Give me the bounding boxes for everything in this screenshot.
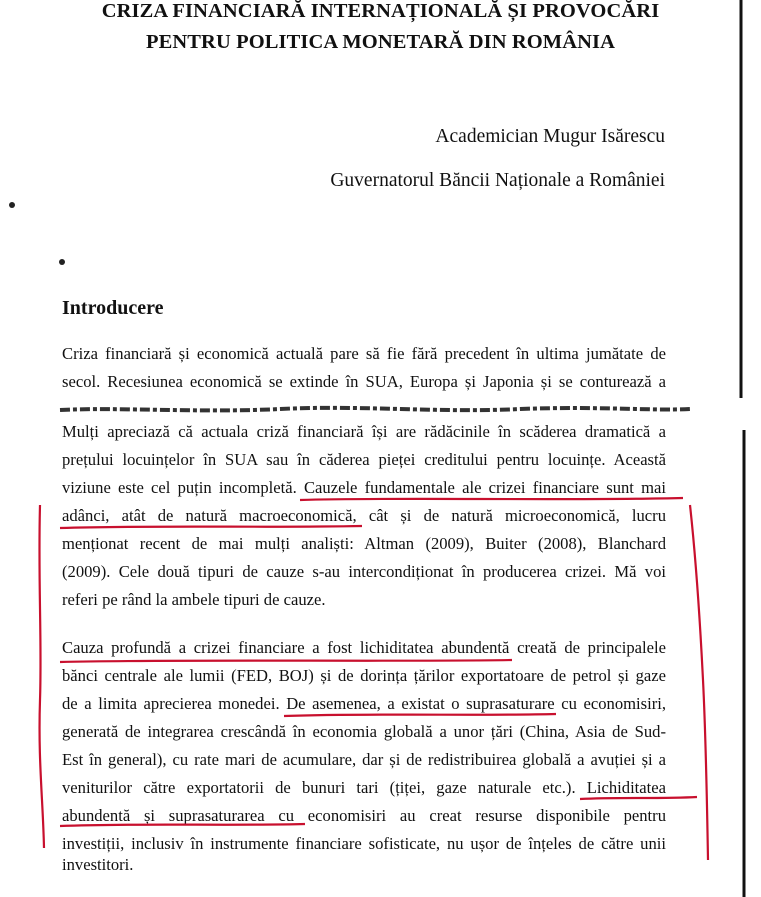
- paragraph-3-line: investiții, inclusiv în instrumente financiare sofisticate, nu ușor de înțeles de către unii: [62, 834, 666, 853]
- red-margin-bracket: [39, 505, 44, 848]
- paragraph-3-line: investitori.: [62, 855, 134, 874]
- paragraph-3-line: bănci centrale ale lumii (FED, BOJ) și de dorința țărilor exportatoare de petrol și gaze: [62, 666, 666, 685]
- author-role: Guvernatorul Băncii Naționale a României: [330, 170, 665, 191]
- text-segment: cât și de natură microeconomică, lucru: [368, 506, 666, 525]
- document-title-line-1: CRIZA FINANCIARĂ INTERNAȚIONALĂ ȘI PROVOCĂRI: [101, 0, 660, 22]
- highlighted-text: Cauza profundă a crizei financiare a fost lichiditatea abundentă: [62, 638, 510, 657]
- paragraph-3-line: [62, 694, 666, 714]
- text-segment: creată de principalele: [509, 638, 666, 657]
- paragraph-2-line: [62, 506, 666, 526]
- paragraph-1-line: secol. Recesiunea economică se extinde în SUA, Europa și Japonia și se conturează a: [62, 372, 666, 391]
- red-underline: [284, 714, 556, 716]
- paragraph-3-line: generată de integrarea crescândă în economia globală a unor țări (China, Asia de Sud-: [62, 722, 666, 741]
- highlighted-text: Cauzele fundamentale ale crizei financiare sunt mai: [303, 478, 666, 497]
- paragraph-2-line: menționat recent de mai mulți analiști: Altman (2009), Buiter (2008), Blanchard: [62, 534, 666, 553]
- paragraph-2-line: Mulți apreciază că actuala criză financiară își are rădăcinile în scăderea dramatică a: [62, 422, 666, 441]
- paragraph-3-line: [62, 778, 666, 798]
- paragraph-2-line: [62, 478, 666, 498]
- paragraph-2-line: prețului locuințelor în SUA sau în căderea pieței creditului pentru locuințe. Această: [62, 450, 666, 469]
- paragraph-2-line: (2009). Cele două tipuri de cauze s-au intercondiționat în producerea crizei. Mă voi: [62, 562, 666, 581]
- scan-speck: [59, 259, 65, 265]
- author-name: Academician Mugur Isărescu: [435, 126, 665, 147]
- text-segment: au creat resurse disponibile pentru: [399, 806, 666, 825]
- paragraph-3-line: [62, 806, 666, 826]
- paragraph-3-line: [62, 638, 666, 658]
- red-underline: [60, 660, 512, 662]
- paragraph-3-line: Est în general), cu rate mari de acumulare, dar și de redistribuirea globală a avuției și a: [62, 750, 666, 769]
- document-title-line-2: PENTRU POLITICA MONETARĂ DIN ROMÂNIA: [145, 31, 616, 53]
- highlighted-text: De asemenea, a existat o suprasaturare: [286, 694, 555, 713]
- highlighted-text: Lichiditatea: [586, 778, 666, 797]
- text-segment: cu economisiri,: [554, 694, 666, 713]
- highlighted-text: adânci, atât de natură macroeconomică,: [62, 506, 357, 525]
- highlighted-text: abundentă și suprasaturarea cu economisiri: [62, 806, 387, 825]
- red-margin-bracket: [690, 505, 708, 860]
- scan-speck: [9, 202, 15, 208]
- text-segment: veniturilor către exportatorii de bunuri tari (țiței, gaze naturale etc.).: [62, 778, 576, 797]
- red-underline: [300, 498, 683, 500]
- paragraph-1-line: Criza financiară și economică actuală pare să fie fără precedent în ultima jumătate de: [62, 344, 666, 363]
- paragraph-2-line: referi pe rând la ambele tipuri de cauze.: [62, 590, 326, 609]
- text-segment: viziune este cel puțin incompletă.: [62, 478, 297, 497]
- cut-line-artifact: [60, 408, 690, 411]
- section-heading: Introducere: [62, 297, 164, 319]
- text-segment: de a limita aprecierea monedei.: [62, 694, 287, 713]
- red-underline: [60, 526, 362, 528]
